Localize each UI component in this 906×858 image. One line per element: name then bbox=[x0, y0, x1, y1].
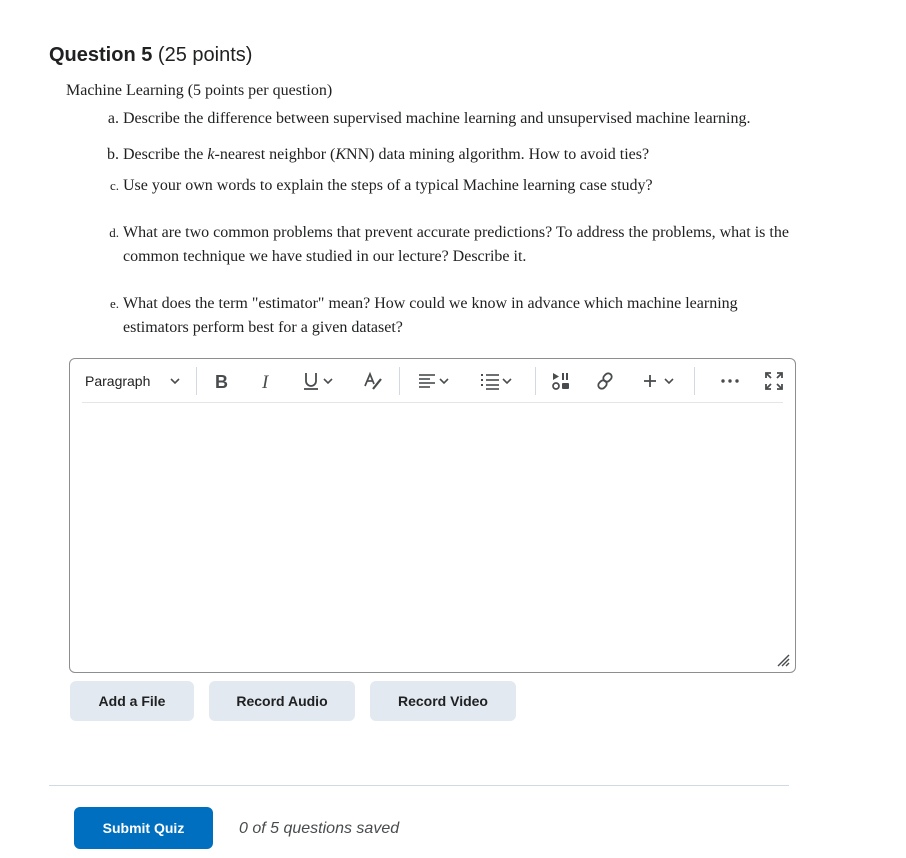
question-title: Question 5 bbox=[49, 44, 153, 66]
saved-status: 0 of 5 questions saved bbox=[239, 820, 400, 837]
item-text: Describe the difference between supervised machine learning and unsupervised machine learning. bbox=[123, 110, 751, 127]
plus-icon bbox=[641, 372, 659, 390]
item-marker: b. bbox=[107, 146, 119, 163]
chevron-down-icon bbox=[438, 375, 450, 387]
answer-editor[interactable] bbox=[69, 358, 796, 673]
toolbar-separator bbox=[535, 367, 536, 395]
item-text: What does the term "estimator" mean? How could we know in advance which machine learning estimators perform best for a given dataset? bbox=[123, 295, 738, 336]
insert-media-icon[interactable] bbox=[550, 369, 572, 393]
add-file-button[interactable]: Add a File bbox=[70, 681, 194, 721]
footer-divider bbox=[49, 785, 789, 786]
italic-icon[interactable] bbox=[258, 369, 278, 393]
item-text: Describe the k-nearest neighbor (KNN) data mining algorithm. How to avoid ties? bbox=[123, 146, 650, 163]
bullet-list-icon bbox=[479, 370, 501, 392]
item-marker: d. bbox=[109, 225, 119, 240]
link-icon[interactable] bbox=[594, 369, 616, 393]
chevron-down-icon bbox=[501, 375, 513, 387]
chevron-down-icon bbox=[169, 375, 181, 387]
answer-text-area[interactable] bbox=[82, 405, 783, 658]
svg-text:B: B bbox=[215, 372, 228, 391]
list-dropdown[interactable] bbox=[479, 369, 513, 393]
item-text: What are two common problems that prevent accurate predictions? To address the problems, what is the common technique we have studied in our lecture? Describe it. bbox=[123, 224, 789, 265]
insert-dropdown[interactable] bbox=[641, 369, 675, 393]
question-points: (25 points) bbox=[157, 44, 253, 66]
paragraph-format-select[interactable] bbox=[85, 369, 185, 393]
editor-toolbar bbox=[82, 359, 783, 403]
chevron-down-icon bbox=[663, 375, 675, 387]
bold-icon[interactable] bbox=[212, 369, 232, 393]
record-audio-button[interactable]: Record Audio bbox=[209, 681, 355, 721]
submit-quiz-button[interactable]: Submit Quiz bbox=[74, 807, 213, 849]
item-marker: e. bbox=[109, 296, 119, 311]
record-video-button[interactable]: Record Video bbox=[370, 681, 516, 721]
more-icon[interactable] bbox=[719, 369, 741, 393]
chevron-down-icon bbox=[322, 375, 334, 387]
align-dropdown[interactable] bbox=[416, 369, 450, 393]
toolbar-separator bbox=[196, 367, 197, 395]
resize-handle-icon[interactable] bbox=[776, 653, 790, 667]
fullscreen-icon[interactable] bbox=[763, 369, 785, 393]
svg-text:I: I bbox=[262, 372, 269, 391]
item-text: Use your own words to explain the steps of a typical Machine learning case study? bbox=[123, 177, 653, 194]
paragraph-format-label: Paragraph bbox=[85, 373, 151, 389]
underline-icon bbox=[300, 370, 322, 392]
question-intro: Machine Learning (5 points per question) bbox=[66, 82, 333, 99]
item-marker: c. bbox=[109, 178, 119, 193]
toolbar-separator bbox=[694, 367, 695, 395]
toolbar-separator bbox=[399, 367, 400, 395]
align-left-icon bbox=[416, 370, 438, 392]
font-color-icon[interactable] bbox=[362, 369, 384, 393]
item-marker: a. bbox=[107, 110, 119, 127]
question-header bbox=[49, 44, 252, 67]
underline-dropdown[interactable] bbox=[300, 369, 334, 393]
